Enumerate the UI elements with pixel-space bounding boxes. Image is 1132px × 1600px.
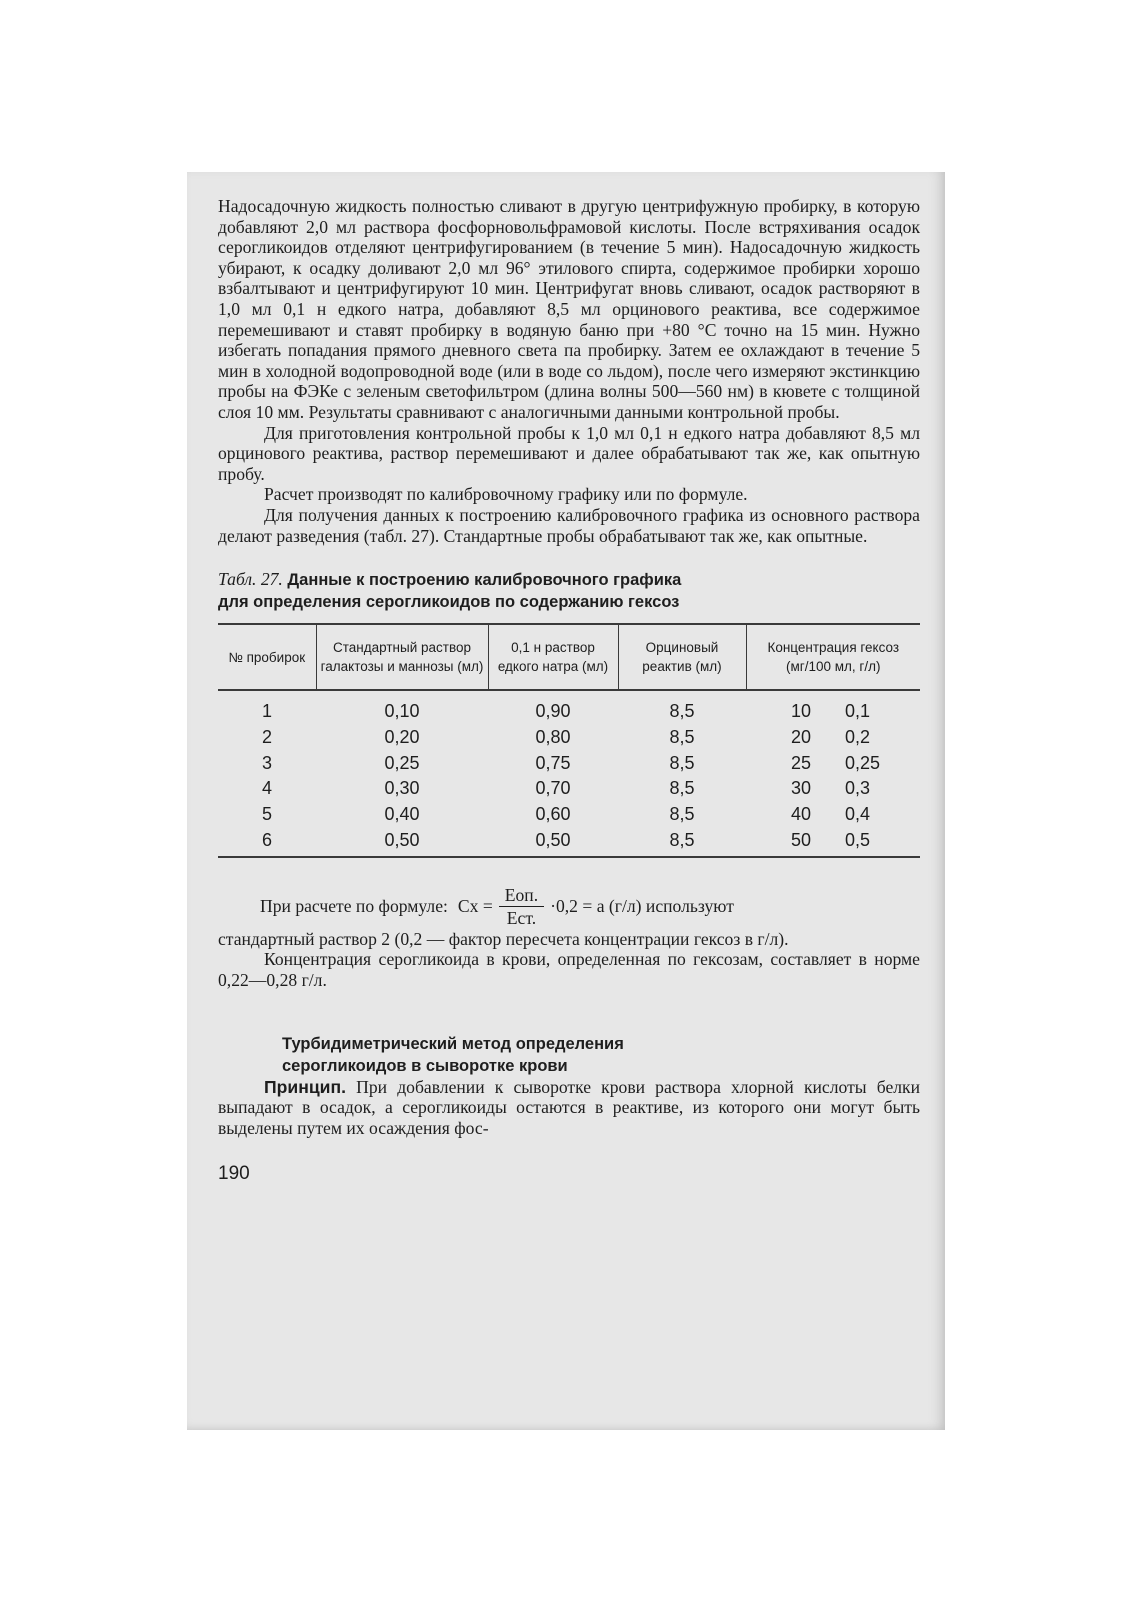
concentration-pair [746,699,920,725]
table-cell: 0,30 [384,778,420,799]
principle-label: Принцип. [264,1076,346,1097]
concentration-mg: 20 [790,726,811,747]
table-cell: 8,5 [669,830,695,851]
concentration-pair [746,725,920,751]
paragraph-3: Расчет производят по калибровочному графику или по формуле. [264,484,748,505]
table-caption-label: Табл. 27. [218,569,283,590]
table-cell-concentration [746,725,920,751]
calibration-table [218,623,920,858]
table-cell: 6 [261,830,272,851]
page-number: 190 [218,1163,250,1185]
table-row [218,776,920,802]
table-cell-concentration [746,776,920,802]
concentration-mg: 10 [790,701,811,722]
table-cell: 3 [261,752,272,773]
paragraph-1: Надосадочную жидкость полностью сливают в другую центрифужную пробирку, в которую добавляют 2,0 мл раствора фосфорновольфрамовой кислоты. После встряхивания осадок серогликоидов отделяют центрифугированием (в течение 5 мин). Надосадочную жидкость убирают, к осадку доливают 2,0 мл 96° этилового спирта, содержимое пробирки хорошо взбалтывают и центрифугируют 10 мин. Центрифугат вновь сливают, осадок растворяют в 1,0 мл 0,1 н едкого натра, добавляют 8,5 мл орцинового реактива, все содержимое перемешивают и ставят пробирку в водяную баню при +80 °С точно на 15 мин. Нужно избегать попадания прямого дневного света па пробирку. Затем ее охлаждают в течение 5 мин в холодной водопроводной воде (или в воде со льдом), после чего измеряют экстинкцию пробы на ФЭКе с зеленым светофильтром (длина волны 500—560 нм) в кювете с толщиной слоя 10 мм. Результаты сравнивают с аналогичными данными контрольной пробы. [218,196,920,422]
concentration-mg: 40 [790,804,811,825]
formula-denominator: Eст. [506,907,537,928]
table-cell: 0,90 [535,701,571,722]
table-cell-concentration [746,751,920,777]
concentration-gl: 0,3 [845,778,871,799]
table-cell: 8,5 [669,726,695,747]
formula-line [218,884,920,929]
table-cell: 1 [261,701,272,722]
table-cell-concentration [746,828,920,857]
header-standard-solution: Стандартный раствор галактозы и маннозы (мл) [316,624,488,690]
table-cell: 8,5 [669,804,695,825]
table-cell: 0,20 [384,726,420,747]
formula-numerator: Eоп. [499,884,544,907]
formula-prefix: При расчете по формуле: [260,896,448,917]
table-header-row [218,624,920,690]
table-cell: 0,75 [535,752,571,773]
table-row [218,725,920,751]
concentration-gl: 0,4 [845,804,871,825]
table-cell: 0,50 [535,830,571,851]
concentration-gl: 0,1 [845,701,871,722]
paragraph-4: Для получения данных к построению калибровочного графика из основного раствора делают разведения (табл. 27). Стандартные пробы обрабатывают так же, как опытные. [218,504,920,546]
concentration-pair [746,828,920,854]
formula-fraction [499,884,544,929]
table-caption-line1: Данные к построению калибровочного графика [287,571,682,590]
table-cell: 8,5 [669,778,695,799]
concentration-mg: 25 [790,752,811,773]
table-cell-concentration [746,802,920,828]
concentration-gl: 0,25 [845,752,881,773]
header-naoh-solution: 0,1 н раствор едкого натра (мл) [488,624,618,690]
formula-continuation: стандартный раствор 2 (0,2 — фактор пересчета концентрации гексоз в г/л). [218,928,789,949]
concentration-pair [746,802,920,828]
table-cell: 0,60 [535,804,571,825]
table-cell: 0,10 [384,701,420,722]
table-cell: 8,5 [669,701,695,722]
concentration-gl: 0,5 [845,830,871,851]
page-content [218,196,920,1185]
table-cell: 0,40 [384,804,420,825]
table-cell: 0,70 [535,778,571,799]
table-cell: 8,5 [669,752,695,773]
table-cell: 0,80 [535,726,571,747]
section-title-line1: Турбидиметрический метод определения [282,1034,624,1053]
table-row [218,828,920,857]
table-caption [218,568,920,613]
formula-rhs: ·0,2 = а (г/л) используют [550,896,734,917]
table-cell: 5 [261,804,272,825]
header-orcinol-reagent: Орциновый реактив (мл) [618,624,746,690]
table-cell: 4 [261,778,272,799]
table-cell: 0,25 [384,752,420,773]
table-cell: 2 [261,726,272,747]
concentration-gl: 0,2 [845,726,871,747]
concentration-pair [746,776,920,802]
paragraph-2: Для приготовления контрольной пробы к 1,0 мл 0,1 н едкого натра добавляют 8,5 мл орцинового реактива, раствор перемешивают и далее обрабатывают так же, как опытную пробу. [218,422,920,484]
table-cell: 0,50 [384,830,420,851]
header-tube-number: № пробирок [218,624,316,690]
section-title [282,1033,920,1077]
concentration-mg: 30 [790,778,811,799]
table-row [218,802,920,828]
table-cell-concentration [746,690,920,725]
section-title-line2: серогликоидов в сыворотке крови [282,1056,568,1075]
norm-paragraph: Концентрация серогликоида в крови, определенная по гексозам, составляет в норме 0,22—0,28 г/л. [218,949,920,991]
table-row [218,751,920,777]
principle-paragraph [218,1077,920,1139]
table-caption-line2: для определения серогликоидов по содержанию гексоз [218,593,680,612]
formula-lhs: Сx = [457,896,493,917]
concentration-mg: 50 [790,830,811,851]
concentration-pair [746,751,920,777]
table-row [218,690,920,725]
header-hexose-concentration: Концентрация гексоз (мг/100 мл, г/л) [746,624,920,690]
principle-text: При добавлении к сыворотке крови раствора хлорной кислоты белки выпадают в осадок, а серогликоиды остаются в реактиве, из которого они могут быть выделены путем их осаждения фос- [218,1076,920,1138]
